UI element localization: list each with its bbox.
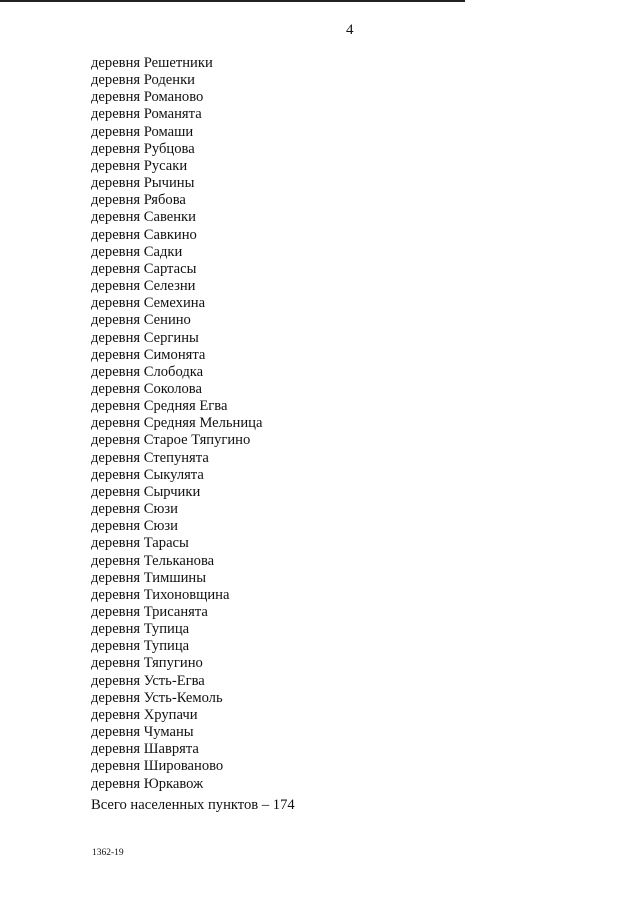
list-item: деревня Русаки	[91, 157, 188, 174]
list-item: деревня Тельканова	[91, 552, 215, 569]
list-item: деревня Тихоновщина	[91, 586, 230, 603]
list-item: деревня Хрупачи	[91, 706, 198, 723]
list-item: деревня Шаврята	[91, 741, 199, 758]
list-item: деревня Шированово	[91, 758, 224, 775]
document-code: 1362-19	[92, 848, 124, 858]
list-item: деревня Степунята	[91, 449, 209, 466]
list-item: деревня Тяпугино	[91, 655, 203, 672]
page-number: 4	[346, 22, 354, 38]
list-item: деревня Слободка	[91, 363, 204, 380]
list-item: деревня Тарасы	[91, 535, 189, 552]
list-item: деревня Тимшины	[91, 569, 206, 586]
list-item: деревня Решетники	[91, 55, 213, 71]
list-item: деревня Романята	[91, 106, 202, 123]
list-item: деревня Усть-Егва	[91, 672, 205, 689]
list-item: деревня Савенки	[91, 209, 196, 226]
list-item: деревня Сюзи	[91, 518, 178, 535]
list-item: деревня Ромаши	[91, 123, 194, 140]
list-item: деревня Усть-Кемоль	[91, 689, 223, 706]
list-item: деревня Садки	[91, 243, 183, 260]
list-item: деревня Сыкулята	[91, 466, 204, 483]
list-item: деревня Семехина	[91, 295, 206, 312]
total-settlements-line: Всего населенных пунктов – 174	[91, 797, 295, 813]
list-item: деревня Чуманы	[91, 724, 194, 741]
list-item: деревня Средняя Мельница	[91, 415, 263, 432]
list-item: деревня Савкино	[91, 226, 197, 243]
list-item: деревня Симонята	[91, 346, 206, 363]
list-item: деревня Трисанята	[91, 604, 208, 620]
list-item: деревня Юркавож	[91, 775, 204, 792]
list-item: деревня Рычины	[91, 175, 195, 192]
top-border-line	[0, 0, 465, 2]
list-item: деревня Рубцова	[91, 140, 195, 157]
list-item: деревня Селезни	[91, 278, 196, 295]
list-item: деревня Сартасы	[91, 260, 197, 277]
list-item: деревня Тупица	[91, 638, 190, 655]
list-item: деревня Сюзи	[91, 501, 178, 518]
list-item: деревня Рябова	[91, 192, 186, 209]
list-item: деревня Старое Тяпугино	[91, 432, 251, 449]
settlement-list	[91, 55, 262, 793]
list-item: деревня Сенино	[91, 312, 191, 329]
list-item: деревня Роденки	[91, 72, 195, 89]
list-item: деревня Сырчики	[91, 483, 201, 500]
list-item: деревня Соколова	[91, 380, 202, 397]
list-item: деревня Тупица	[91, 621, 190, 638]
list-item: деревня Средняя Егва	[91, 398, 228, 415]
list-item: деревня Романово	[91, 89, 204, 106]
list-item: деревня Сергины	[91, 329, 199, 346]
